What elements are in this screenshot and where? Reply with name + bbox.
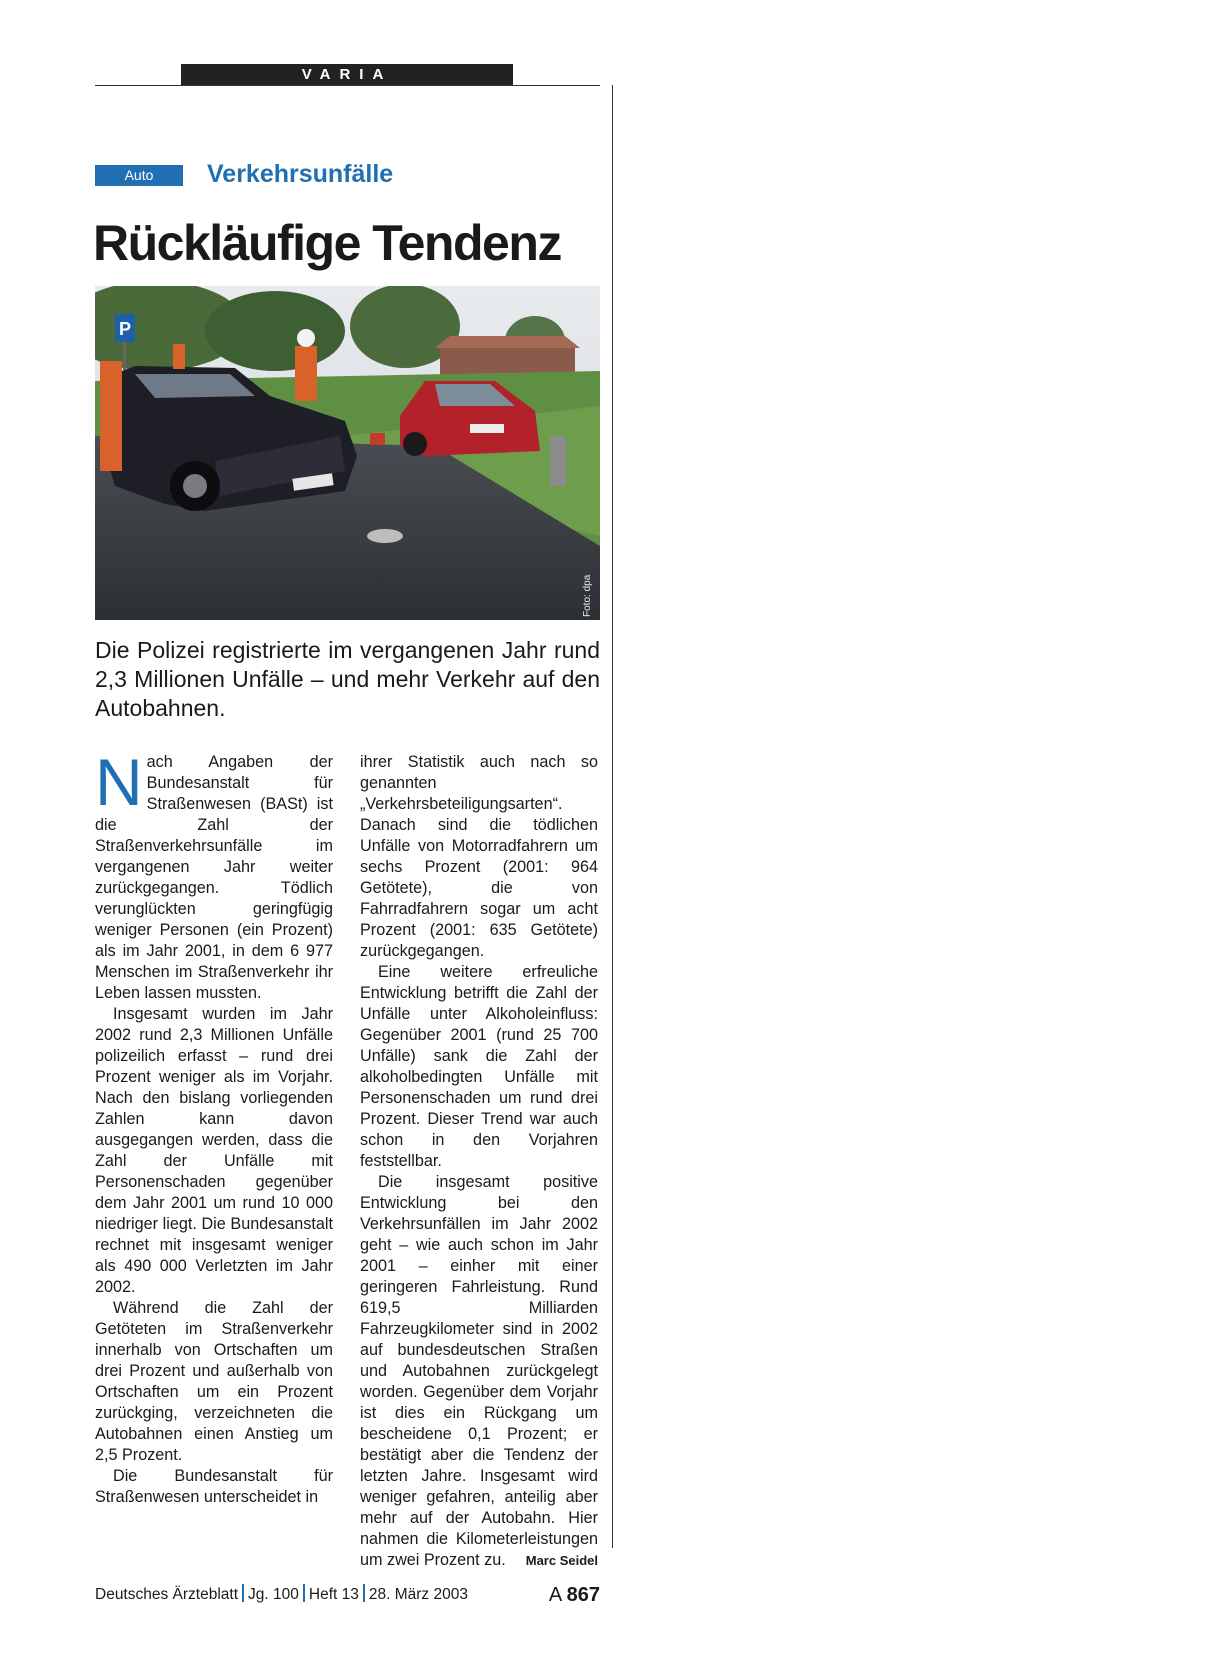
body-paragraph: Nach Angaben der Bundesanstalt für Straßenwesen (BASt) ist die Zahl der Straßenverkehrsunfälle im vergangenen Jahr weiter zurückgegangen. Tödlich verunglückten geringfügig weniger Personen (ein Prozent) als im Jahr 2001, in dem 6 977 Menschen im Straßenverkehr ihr Leben lassen mussten.	[95, 745, 333, 1002]
footer-separator	[303, 1584, 305, 1602]
issue: Heft 13	[308, 1586, 359, 1603]
body-paragraph: Die insgesamt positive Entwicklung bei den Verkehrsunfällen im Jahr 2002 geht – wie auch schon im Jahr 2001 – einher mit einer geringeren Fahrleistung. Rund 619,5 Milliarden Fahrzeugkilometer sind in 2002 auf bundesdeutschen Straßen und Autobahnen zurückgelegt worden. Gegenüber dem Vorjahr ist dies ein Rückgang um bescheidene 0,1 Prozent; er bestätigt aber die Tendenz der letzten Jahre. Insgesamt wird weniger gefahren, anteilig aber mehr auf der Autobahn. Hier nahmen die Kilometerleistungen um zwei Prozent zu. Marc Seidel	[360, 1173, 598, 1569]
body-paragraph-continued: ihrer Statistik auch nach so genannten „Verkehrsbeteiligungsarten“. Danach sind die tödlichen Unfälle von Motorradfahrern um sechs Prozent (2001: 964 Getötete), die von Fahrradfahrern sogar um acht Prozent (2001: 635 Getötete) zurückgegangen.	[360, 753, 598, 960]
footer-separator	[363, 1584, 365, 1602]
dropcap: N	[95, 745, 143, 819]
header-rule	[95, 85, 600, 86]
author: Marc Seidel	[525, 1553, 598, 1568]
page-footer	[95, 1583, 600, 1607]
body-paragraph: Insgesamt wurden im Jahr 2002 rund 2,3 Millionen Unfälle polizeilich erfasst – rund drei Prozent weniger als im Vorjahr. Nach den bislang vorliegenden Zahlen kann davon ausgegangen werden, dass die Zahl der Unfälle mit Personenschaden gegenüber dem Jahr 2001 um rund 10 000 niedriger liegt. Die Bundesanstalt rechnet mit insgesamt weniger als 490 000 Verletzten im Jahr 2002.	[95, 1005, 333, 1296]
article-photo	[95, 286, 600, 620]
body-paragraph: Eine weitere erfreuliche Entwicklung betrifft die Zahl der Unfälle unter Alkoholeinfluss: Gegenüber 2001 (rund 25 700 Unfälle) sank die Zahl der alkoholbedingten Unfälle mit Personenschaden um rund drei Prozent. Dieser Trend war auch schon in den Vorjahren feststellbar.	[360, 963, 598, 1170]
journal-name: Deutsches Ärzteblatt	[95, 1586, 239, 1603]
body-column-right	[360, 752, 598, 1571]
footer-separator	[242, 1584, 244, 1602]
body-paragraph: Die Bundesanstalt für Straßenwesen unterscheidet in	[95, 1467, 333, 1506]
volume: Jg. 100	[248, 1586, 299, 1603]
kicker-title: Verkehrsunfälle	[207, 160, 394, 188]
column-rule	[612, 85, 613, 1548]
headline: Rückläufige Tendenz	[93, 215, 561, 271]
body-paragraph: Während die Zahl der Getöteten im Straßenverkehr innerhalb von Ortschaften um drei Prozent und außerhalb von Ortschaften um ein Prozent zurückging, verzeichneten die Autobahnen einen Anstieg um 2,5 Prozent.	[95, 1299, 333, 1464]
body-column-left	[95, 745, 333, 1508]
kicker-badge: Auto	[95, 165, 183, 186]
issue-date: 28. März 2003	[368, 1586, 468, 1603]
lead-paragraph: Die Polizei registrierte im vergangenen Jahr rund 2,3 Millionen Unfälle – und mehr Verkehr auf den Autobahnen.	[95, 637, 600, 721]
section-label: VARIA	[181, 64, 513, 85]
page-number: A 867	[548, 1584, 600, 1606]
photo-credit: Foto: dpa	[582, 574, 593, 617]
svg-text:P: P	[118, 319, 132, 339]
